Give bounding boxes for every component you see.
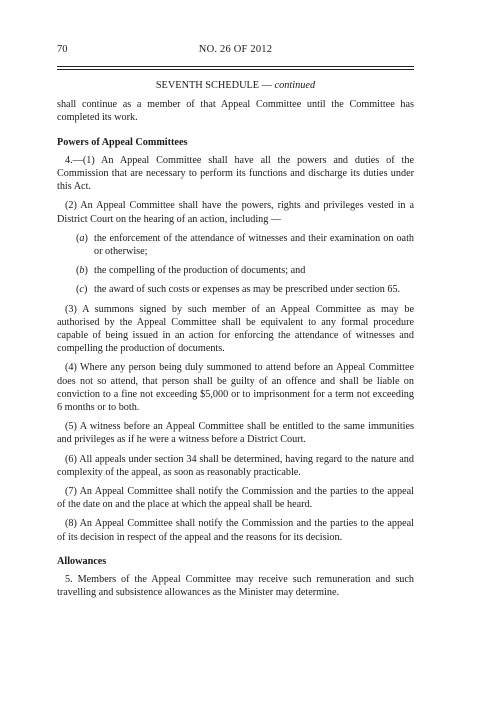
schedule-continued: continued — [274, 80, 316, 91]
header-rule-thick — [57, 66, 414, 67]
paragraph-4-5: (5) A witness before an Appeal Committee shall be entitled to the same immunities and privileges as if he were a witness before a District Court. — [57, 421, 414, 446]
schedule-dash: — — [259, 80, 275, 91]
list-item-text: the enforcement of the attendance of witnesses and their examination on oath or otherwise; — [94, 232, 414, 258]
list-item — [57, 283, 414, 296]
header-rule-thin — [57, 69, 414, 70]
section-heading-allowances: Allowances — [57, 555, 107, 567]
list-item-label: (a) — [76, 232, 88, 244]
document-page — [57, 40, 414, 606]
paragraph-4-8: (8) An Appeal Committee shall notify the Commission and the parties to the appeal of its decision in respect of the appeal and the reasons for its decision. — [57, 518, 414, 543]
paragraph-4-6: (6) All appeals under section 34 shall be determined, having regard to the nature and complexity of the appeal, as soon as reasonably practicable. — [57, 453, 414, 478]
paragraph-4-1: 4.—(1) An Appeal Committee shall have all the powers and duties of the Commission that are necessary to perform its functions and discharge its duties under this Act. — [57, 154, 414, 193]
paragraph-4-4: (4) Where any person being duly summoned to attend before an Appeal Committee does not so attend, that person shall be guilty of an offence and shall be liable on conviction to a fine not exceeding $5,000 or to imprisonment for a term not exceeding 6 months or to both. — [57, 362, 414, 414]
schedule-heading — [57, 79, 414, 92]
schedule-title: SEVENTH SCHEDULE — [155, 80, 260, 91]
list-item — [57, 264, 414, 277]
list-item-text: the award of such costs or expenses as may be prescribed under section 65. — [94, 284, 401, 296]
paragraph-4-3: (3) A summons signed by such member of an Appeal Committee as may be authorised by the Appeal Committee shall be equivalent to any formal procedure capable of being issued in an action for enforcing the attendance of witnesses and compelling the production of documents. — [57, 303, 414, 355]
paragraph-4-7: (7) An Appeal Committee shall notify the Commission and the parties to the appeal of the date on and the place at which the appeal shall be heard. — [57, 486, 414, 511]
paragraph-5: 5. Members of the Appeal Committee may receive such remuneration and such travelling and subsistence allowances as the Minister may determine. — [57, 574, 414, 599]
list-item-label: (b) — [76, 265, 88, 277]
running-header — [57, 40, 414, 56]
act-title: NO. 26 OF 2012 — [198, 44, 273, 55]
list-item-label: (c) — [76, 284, 88, 296]
carryover-paragraph: shall continue as a member of that Appeal Committee until the Committee has completed its work. — [57, 99, 414, 124]
paragraph-4-2: (2) An Appeal Committee shall have the powers, rights and privileges vested in a District Court on the hearing of an action, including — — [57, 200, 414, 225]
page-number: 70 — [57, 44, 68, 55]
section-heading-powers: Powers of Appeal Committees — [57, 136, 188, 148]
list-item-text: the compelling of the production of documents; and — [94, 265, 306, 277]
list-item — [57, 232, 414, 258]
